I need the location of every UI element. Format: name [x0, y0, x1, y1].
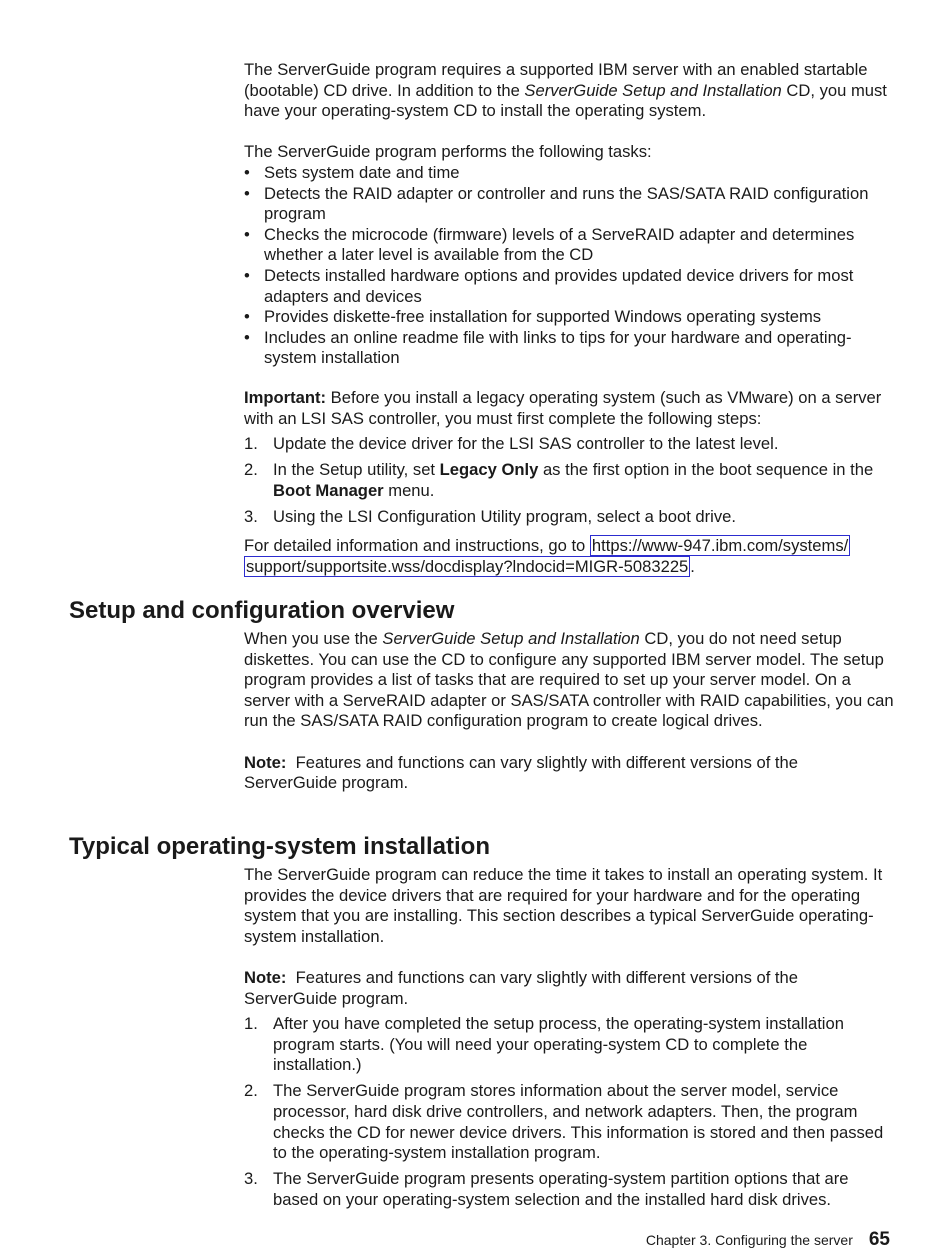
typical-note: Note: Features and functions can vary slightly with different versions of the ServerGuide program. — [244, 967, 803, 1008]
list-item: 1. After you have completed the setup process, the operating-system installation program starts. (You will need your operating-system CD to complete the installation.) — [244, 1014, 844, 1075]
page-footer — [646, 1226, 890, 1254]
important-section — [244, 388, 894, 578]
typical-section — [244, 865, 894, 1210]
chapter-title: Chapter 3. Configuring the server — [645, 1232, 853, 1248]
list-item: • Includes an online readme file with links to tips for your hardware and operating-system installation — [244, 328, 894, 369]
intro-paragraph: The ServerGuide program requires a supported IBM server with an enabled startable (bootable) CD drive. In addition to the ServerGuide Setup and Installation CD, you must have your operating-system CD to install the operating system. — [244, 60, 887, 121]
list-item: • Sets system date and time — [244, 163, 894, 184]
typical-steps — [244, 1014, 894, 1210]
tasks-list — [244, 163, 894, 369]
list-item: 3. The ServerGuide program presents operating-system partition options that are based on your operating-system selection and the installed hard disk drives. — [244, 1169, 849, 1209]
ibm-support-link-part2[interactable]: support/supportsite.wss/docdisplay?lndocid=MIGR-5083225 — [246, 556, 689, 576]
list-item: • Provides diskette-free installation for supported Windows operating systems — [244, 307, 894, 328]
list-item: 1. Update the device driver for the LSI SAS controller to the latest level. — [244, 434, 779, 454]
intro-section — [244, 60, 894, 369]
list-item: 3. Using the LSI Configuration Utility program, select a boot drive. — [244, 506, 737, 526]
typical-paragraph: The ServerGuide program can reduce the time it takes to install an operating system. It provides the device drivers that are required for your hardware and for the operating system that you are installing. This section describes a typical ServerGuide operating-system installation. — [244, 865, 883, 946]
tasks-heading: The ServerGuide program performs the following tasks: — [244, 142, 652, 162]
important-paragraph: Important: Before you install a legacy operating system (such as VMware) on a server with an LSI SAS controller, you must first complete the following steps: — [244, 388, 882, 428]
list-item: • Detects the RAID adapter or controller and runs the SAS/SATA RAID configuration program — [244, 184, 894, 225]
list-item: • Detects installed hardware options and provides updated device drivers for most adapters and devices — [244, 266, 894, 307]
list-item: 2. In the Setup utility, set Legacy Only as the first option in the boot sequence in the Boot Manager menu. — [244, 460, 874, 500]
page-number: 65 — [868, 1229, 890, 1250]
typical-heading: Typical operating-system installation — [69, 833, 490, 860]
list-item: 2. The ServerGuide program stores information about the server model, service processor, hard disk drive controllers, and network adapters. Then, the program checks the CD for newer device drivers. This information is stored and then passed to the operating-system installation program. — [244, 1081, 884, 1163]
setup-section — [244, 629, 894, 794]
important-steps — [244, 434, 894, 527]
setup-paragraph: When you use the ServerGuide Setup and Installation CD, you do not need setup diskettes. You can use the CD to configure any supported IBM server model. The setup program provides a list of tasks that are required to set up your server model. On a server with a ServeRAID adapter or SAS/SATA controller with RAID capabilities, you can run the SAS/SATA RAID configuration program to create logical drives. — [244, 629, 894, 731]
setup-note: Note: Features and functions can vary slightly with different versions of the ServerGuide program. — [244, 752, 803, 793]
setup-heading: Setup and configuration overview — [69, 597, 455, 624]
detail-paragraph: For detailed information and instructions, go to https://www-947.ibm.com/systems/ support/supportsite.wss/docdisplay?lndocid=MIGR-5083225 . — [244, 536, 849, 576]
list-item: • Checks the microcode (firmware) levels of a ServeRAID adapter and determines whether a later level is available from the CD — [244, 225, 894, 266]
ibm-support-link-part1[interactable]: https://www-947.ibm.com/systems/ — [591, 536, 849, 556]
